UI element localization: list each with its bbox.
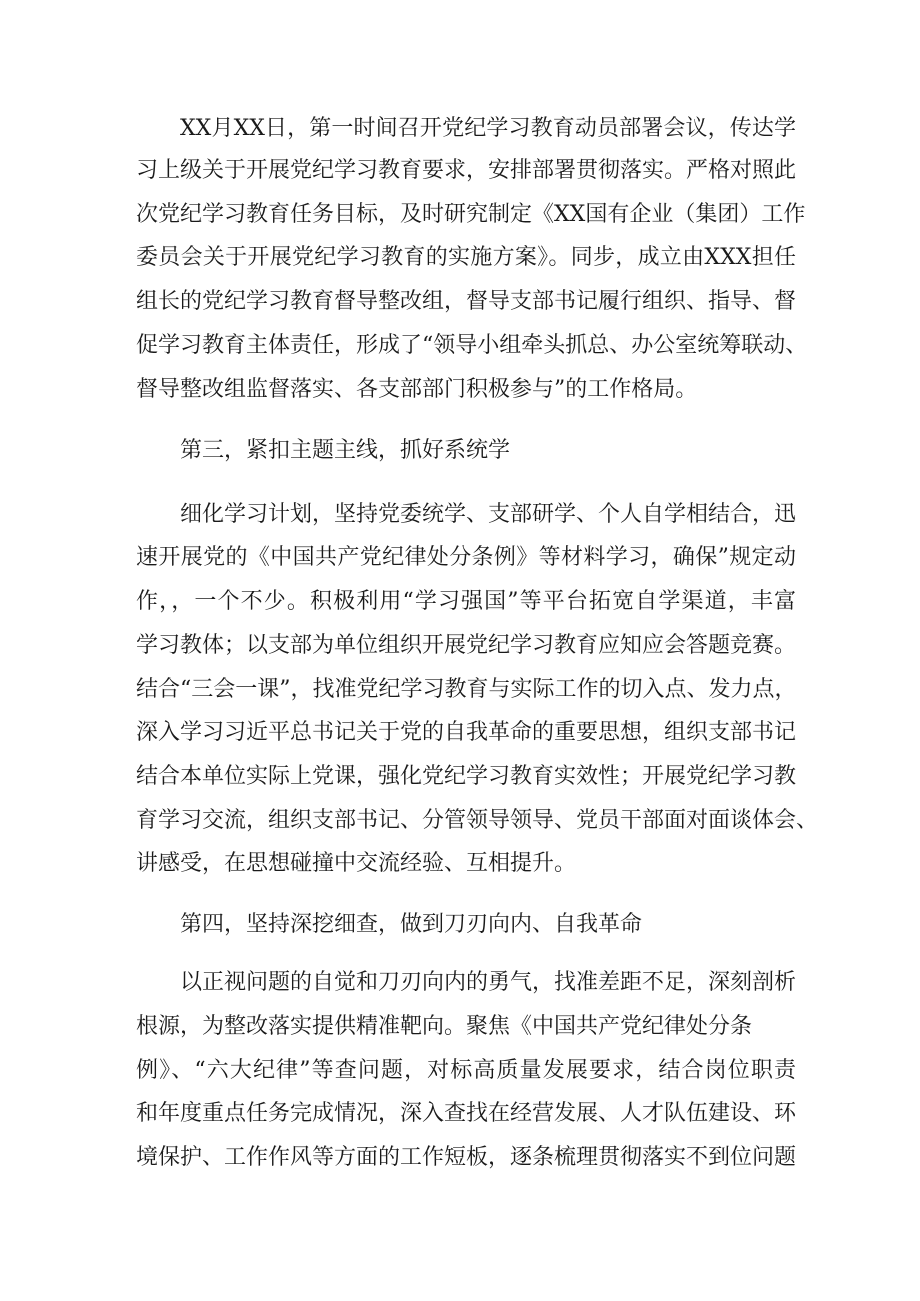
paragraph-2-line-3: 作，，一个不少。积极利用“学习强国”等平台拓宽自学渠道，丰富 xyxy=(136,589,796,614)
paragraph-2-line-9: 讲感受，在思想碰撞中交流经验、互相提升。 xyxy=(136,851,577,876)
paragraph-2-line-5: 结合“三会一课”，找准党纪学习教育与实际工作的切入点、发力点， xyxy=(136,677,797,702)
paragraph-3-line-1: 以正视问题的自觉和刀刃向内的勇气，找准差距不足，深刻剖析 xyxy=(180,970,797,995)
section-heading-fourth: 第四，坚持深挖细查，做到刀刃向内、自我革命 xyxy=(180,912,643,937)
paragraph-2-line-6: 深入学习习近平总书记关于党的自我革命的重要思想，组织支部书记 xyxy=(136,720,797,745)
paragraph-2-line-7: 结合本单位实际上党课，强化党纪学习教育实效性；开展党纪学习教 xyxy=(136,764,797,789)
paragraph-2-line-2: 速开展党的《中国共产党纪律处分条例》等材料学习，确保”规定动 xyxy=(136,545,796,570)
paragraph-3-line-5: 境保护、工作作风等方面的工作短板，逐条梳理贯彻落实不到位问题 xyxy=(136,1145,797,1170)
paragraph-2-line-4: 学习教体；以支部为单位组织开展党纪学习教育应知应会答题竞赛。 xyxy=(136,633,797,658)
paragraph-3-line-2: 根源，为整改落实提供精准靶向。聚焦《中国共产党纪律处分条 xyxy=(136,1014,753,1039)
paragraph-1-line-3: 次党纪学习教育任务目标，及时研究制定《XX国有企业（集团）工作 xyxy=(136,202,806,227)
paragraph-2-line-1: 细化学习计划，坚持党委统学、支部研学、个人自学相结合，迅 xyxy=(180,502,797,527)
paragraph-3-line-3: 例》、“六大纪律”等查问题，对标高质量发展要求，结合岗位职责 xyxy=(136,1058,796,1083)
paragraph-1-line-4: 委员会关于开展党纪学习教育的实施方案》。同步，成立由XXX担任 xyxy=(136,245,796,270)
section-heading-third: 第三，紧扣主题主线，抓好系统学 xyxy=(180,438,511,463)
paragraph-2-line-8: 育学习交流，组织支部书记、分管领导领导、党员干部面对面谈体会、 xyxy=(136,808,819,833)
paragraph-1-line-7: 督导整改组监督落实、各支部部门积极参与”的工作格局。 xyxy=(136,377,698,402)
paragraph-1-line-1: XX月XX日，第一时间召开党纪学习教育动员部署会议，传达学 xyxy=(180,116,796,141)
paragraph-1-line-6: 促学习教育主体责任，形成了“领导小组牵头抓总、办公室统筹联动、 xyxy=(136,333,808,358)
paragraph-1-line-2: 习上级关于开展党纪学习教育要求，安排部署贯彻落实。严格对照此 xyxy=(136,158,797,183)
paragraph-1-line-5: 组长的党纪学习教育督导整改组，督导支部书记履行组织、指导、督 xyxy=(136,289,797,314)
paragraph-3-line-4: 和年度重点任务完成情况，深入查找在经营发展、人才队伍建设、环 xyxy=(136,1101,797,1126)
